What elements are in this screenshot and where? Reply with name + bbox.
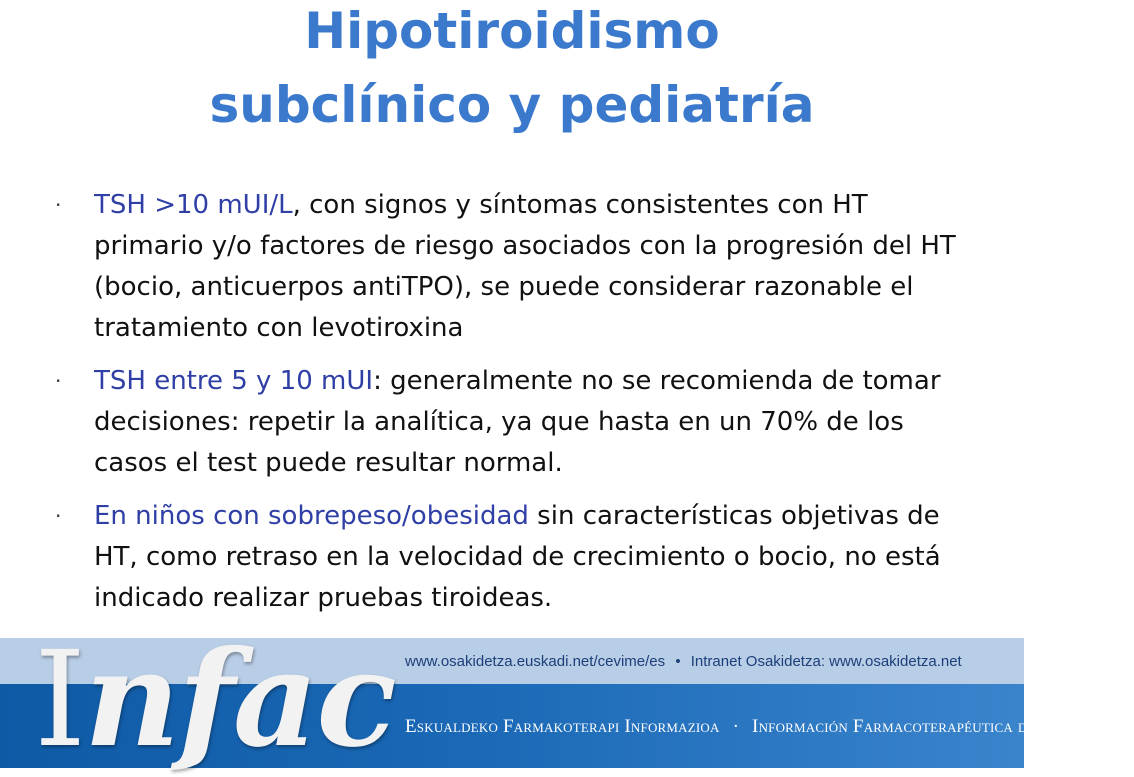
- subtitle-separator: ·: [732, 716, 740, 737]
- logo-rest-letters: nfac: [84, 622, 395, 777]
- bullet-text: , con signos y síntomas consistentes con HT primario y/o factores de riesgo asociados con la progresión del HT (bocio, anticuerpos antiTPO), se puede considerar razonable el tratamiento con levotiroxina: [94, 190, 956, 343]
- slide-title-line-2: subclínico y pediatría: [209, 76, 815, 134]
- bullet-item-overweight-children: [52, 496, 982, 619]
- slide-title-line-1: Hipotiroidismo: [304, 2, 720, 60]
- bullet-text: sin características objetivas de HT, como retraso en la velocidad de crecimiento o bocio, no está indicado realizar pruebas tiroideas.: [94, 501, 941, 613]
- footer-banner: [0, 622, 1134, 777]
- bullet-highlight: TSH >10 mUI/L: [94, 190, 293, 220]
- bullet-dot-icon: ·: [55, 504, 62, 528]
- infac-logo: [34, 622, 395, 777]
- bullet-highlight: En niños con sobrepeso/obesidad: [94, 501, 529, 531]
- link-separator: •: [675, 653, 681, 670]
- footer-links: [405, 653, 962, 670]
- bullet-highlight: TSH entre 5 y 10 mUI: [94, 366, 374, 396]
- bullet-item-tsh-above-10: [52, 185, 982, 349]
- cevime-link[interactable]: www.osakidetza.euskadi.net/cevime/es: [405, 653, 666, 670]
- footer-subtitle: [405, 716, 1134, 738]
- logo-first-letter: I: [34, 623, 85, 777]
- intranet-link[interactable]: Intranet Osakidetza: www.osakidetza.net: [690, 653, 962, 670]
- bullet-item-tsh-5-to-10: [52, 361, 982, 484]
- bullet-dot-icon: ·: [55, 193, 62, 217]
- subtitle-spanish: Información Farmacoterapéutica de la Comarca: [752, 716, 1134, 737]
- bullet-text: : generalmente no se recomienda de tomar decisiones: repetir la analítica, ya que hasta en un 70% de los casos el test puede resultar normal.: [94, 366, 941, 478]
- slide-title: [0, 0, 1024, 142]
- bullet-list: [52, 185, 982, 631]
- bullet-dot-icon: ·: [55, 369, 62, 393]
- subtitle-basque: Eskualdeko Farmakoterapi Informazioa: [405, 716, 720, 737]
